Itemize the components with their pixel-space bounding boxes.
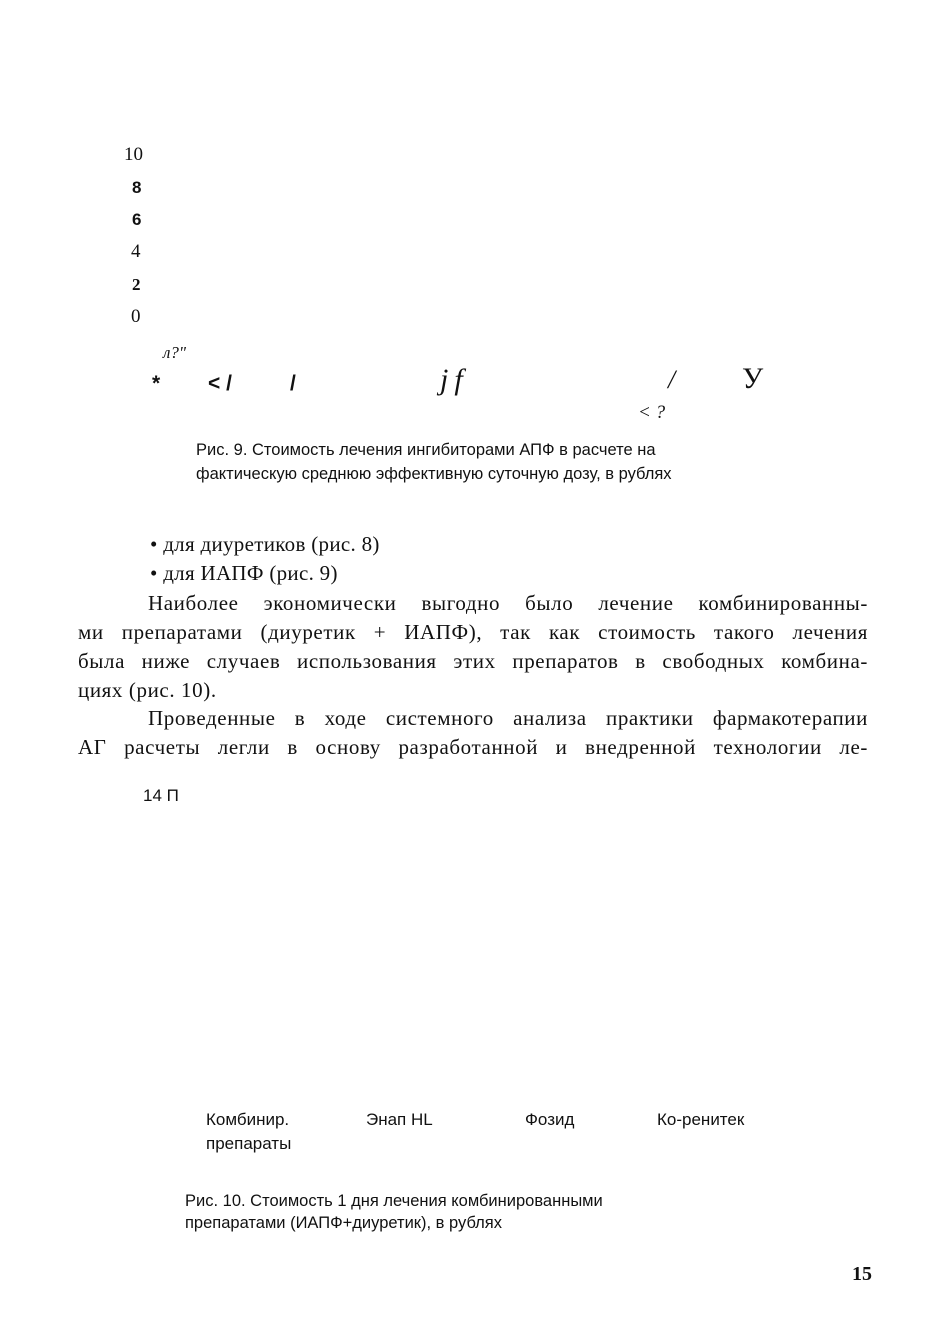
para2-line1: Проведенные в ходе системного анализа практики фармакотерапии xyxy=(148,706,868,730)
x-label-jf: jf xyxy=(440,363,469,396)
category-label-combined xyxy=(206,1108,291,1156)
bullet-iapf: • для ИАПФ (рис. 9) xyxy=(150,561,338,585)
category-label-fozid: Фозид xyxy=(525,1110,575,1129)
y-tick-10: 10 xyxy=(124,144,143,165)
paragraph-1-line2 xyxy=(78,618,868,648)
y-tick-2: 2 xyxy=(132,275,141,294)
x-label-u: У xyxy=(742,362,764,395)
figure10-caption-line1: Рис. 10. Стоимость 1 дня лечения комбинированными xyxy=(185,1192,603,1210)
category-label-combined-line2: препараты xyxy=(206,1134,292,1153)
para2-line2: АГ расчеты легли в основу разработанной и внедренной технологии ле- xyxy=(78,735,868,759)
y-tick-4: 4 xyxy=(131,241,141,262)
page-number: 15 xyxy=(852,1263,872,1285)
x-label-lt-slash: < / xyxy=(208,372,232,395)
paragraph-2-line2 xyxy=(78,733,868,763)
y-tick-8: 8 xyxy=(132,178,142,197)
x-label-lt-q: < ? xyxy=(638,402,666,423)
x-label-star: * xyxy=(152,372,161,395)
paragraph-2 xyxy=(78,704,868,734)
category-label-co-renitec: Ко-ренитек xyxy=(657,1110,745,1129)
y-tick-6: 6 xyxy=(132,210,142,229)
paragraph-1 xyxy=(78,589,868,619)
category-label-enap-hl: Энап HL xyxy=(366,1110,433,1129)
para1-line3: была ниже случаев использования этих препаратов в свободных комбина- xyxy=(78,649,868,673)
para1-line1: Наиболее экономически выгодно было лечение комбинированны- xyxy=(148,591,868,615)
paragraph-1-line3 xyxy=(78,647,868,677)
category-label-combined-line1: Комбинир. xyxy=(206,1110,290,1129)
figure9-caption-line1: Рис. 9. Стоимость лечения ингибиторами АПФ в расчете на xyxy=(196,441,656,459)
para1-line2: ми препаратами (диуретик + ИАПФ), так как стоимость такого лечения xyxy=(78,620,868,644)
x-label-slash-2: / xyxy=(668,365,676,394)
x-label-slash-1: / xyxy=(290,372,296,395)
figure10-y-top-label: 14 П xyxy=(143,786,179,805)
bullet-diuretics: • для диуретиков (рис. 8) xyxy=(150,532,380,556)
figure10-caption-line2: препаратами (ИАПФ+диуретик), в рублях xyxy=(185,1214,502,1232)
y-tick-0: 0 xyxy=(131,306,141,327)
figure9-caption-line2: фактическую среднюю эффективную суточную дозу, в рублях xyxy=(196,465,672,483)
para1-line4: циях (рис. 10). xyxy=(78,678,217,702)
x-label-fragment-top: л?" xyxy=(163,343,187,362)
paragraph-1-line4 xyxy=(78,676,868,706)
